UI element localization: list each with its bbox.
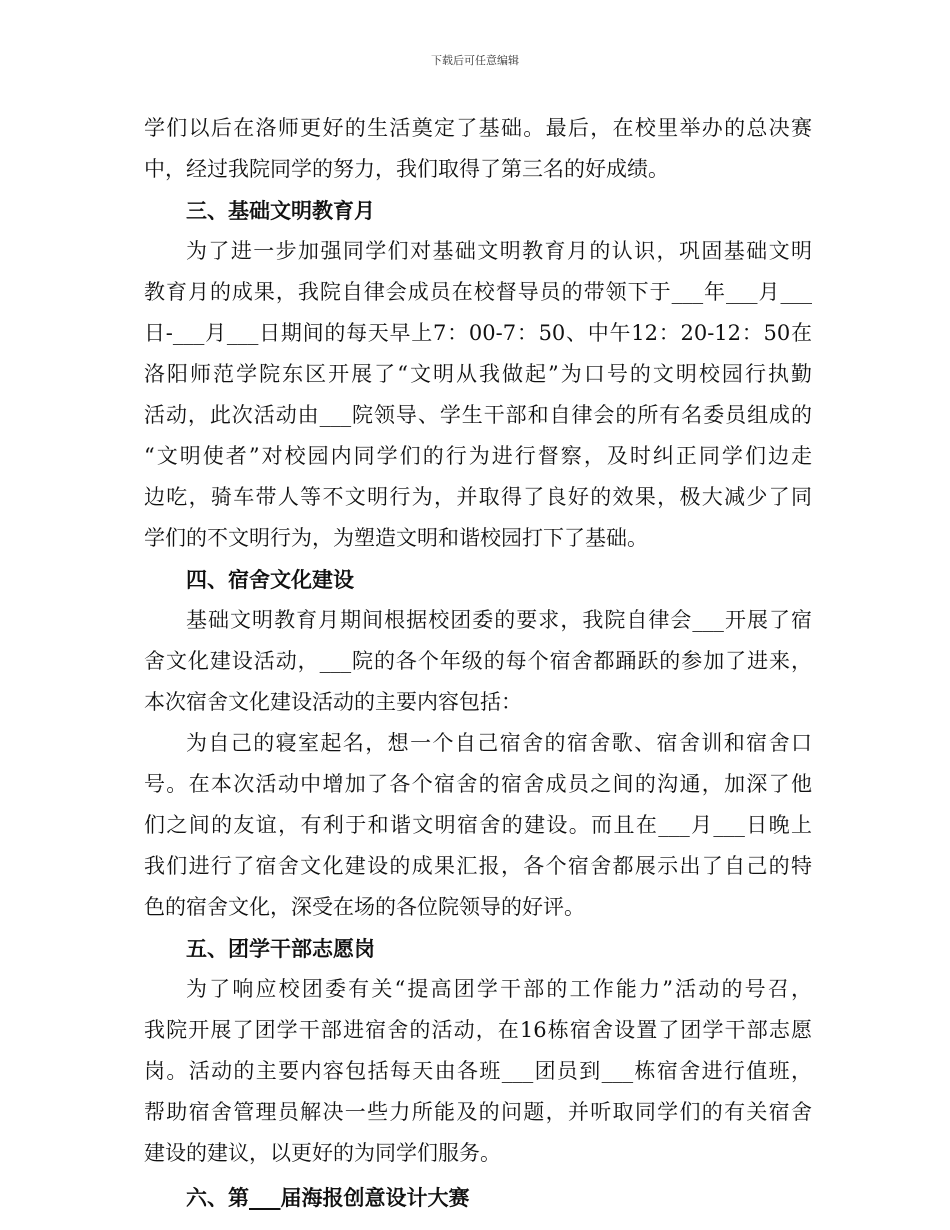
text-line: 教育月的成果，我院自律会成员在校督导员的带领下于___年___月___: [144, 280, 812, 304]
text-line: 为了进一步加强同学们对基础文明教育月的认识，巩固基础文明: [186, 239, 812, 263]
text-line: 为自己的寝室起名，想一个自己宿舍的宿舍歌、宿舍训和宿舍口: [186, 731, 812, 755]
section-heading: 三、基础文明教育月: [186, 198, 375, 223]
text-line: 活动，此次活动由___院领导、学生干部和自律会的所有名委员组成的: [144, 403, 812, 427]
text-line: 色的宿舍文化，深受在场的各位院领导的好评。: [144, 895, 585, 919]
page-header-note: 下载后可任意编辑: [431, 54, 519, 67]
text-line: 边吃，骑车带人等不文明行为，并取得了良好的效果，极大减少了同: [144, 485, 812, 509]
text-line: 洛阳师范学院东区开展了“文明从我做起”为口号的文明校园行执勤: [144, 362, 812, 386]
section-heading: 五、团学干部志愿岗: [186, 936, 375, 961]
text-line: 号。在本次活动中增加了各个宿舍的宿舍成员之间的沟通，加深了他: [144, 772, 812, 796]
section-heading: 四、宿舍文化建设: [186, 567, 354, 592]
text-line: 基础文明教育月期间根据校团委的要求，我院自律会___开展了宿: [186, 608, 812, 632]
text-line: 帮助宿舍管理员解决一些力所能及的问题，并听取同学们的有关宿舍: [144, 1100, 812, 1124]
text-line: “文明使者”对校园内同学们的行为进行督察，及时纠正同学们边走: [144, 444, 812, 468]
text-line: 学们的不文明行为，为塑造文明和谐校园打下了基础。: [144, 526, 648, 550]
text-line: 建设的建议，以更好的为同学们服务。: [144, 1141, 501, 1165]
text-line: 为了响应校团委有关“提高团学干部的工作能力”活动的号召，: [186, 977, 812, 1001]
text-line: 岗。活动的主要内容包括每天由各班___团员到___栋宿舍进行值班，: [144, 1059, 812, 1083]
text-line: 们之间的友谊，有利于和谐文明宿舍的建设。而且在___月___日晚上: [144, 813, 812, 837]
text-line: 舍文化建设活动，___院的各个年级的每个宿舍都踊跃的参加了进来，: [144, 649, 812, 673]
text-line: 学们以后在洛师更好的生活奠定了基础。最后，在校里举办的总决赛: [144, 116, 812, 140]
text-line: 本次宿舍文化建设活动的主要内容包括：: [144, 690, 522, 714]
text-line: 中，经过我院同学的努力，我们取得了第三名的好成绩。: [144, 157, 669, 181]
text-line: 我们进行了宿舍文化建设的成果汇报，各个宿舍都展示出了自己的特: [144, 854, 812, 878]
text-line: 日-___月___日期间的每天早上7：00-7：50、中午12：20-12：50在: [144, 321, 812, 345]
text-line: 我院开展了团学干部进宿舍的活动，在16栋宿舍设置了团学干部志愿: [144, 1018, 812, 1042]
section-heading: 六、第___届海报创意设计大赛: [186, 1185, 470, 1210]
document-body: [144, 108, 812, 1221]
